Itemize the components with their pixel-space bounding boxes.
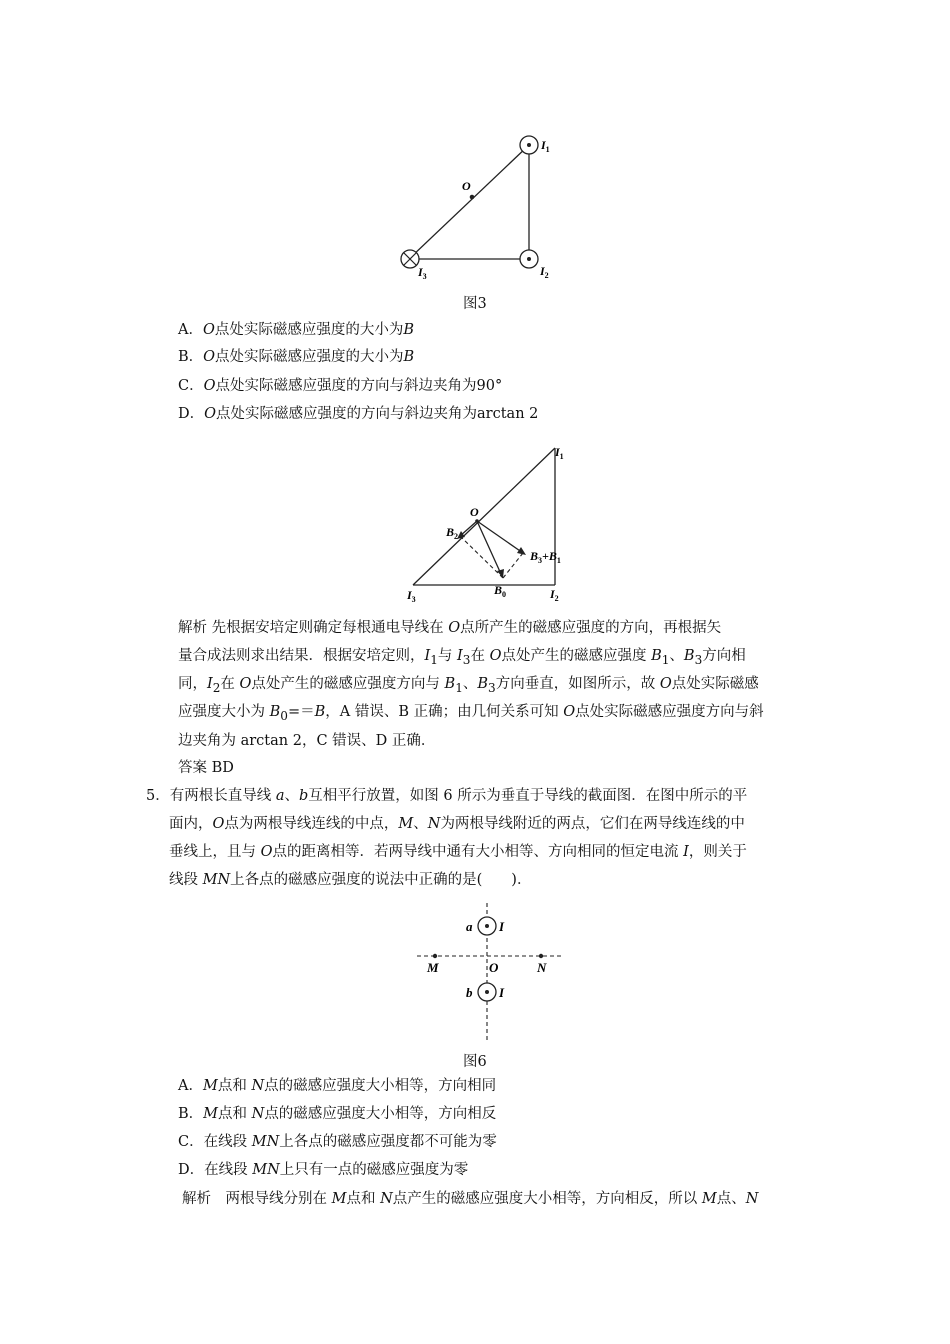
svg-text:B2: $B_2$ xyxy=(446,525,459,541)
q5-option-d: D．在线段 MN上只有一点的磁感应强度为零 xyxy=(178,1162,469,1178)
svg-text:I1: $I_1$ xyxy=(541,138,550,154)
svg-text:I1: $I_1$ xyxy=(555,445,564,461)
q4-option-a: A．O点处实际磁感应强度的大小为B xyxy=(178,322,415,338)
svg-text:I2: $I_2$ xyxy=(540,264,549,280)
q4-option-b: B．O点处实际磁感应强度的大小为B xyxy=(178,349,415,365)
label-i-a: I xyxy=(499,919,505,934)
figure-3-caption: 图3 xyxy=(463,296,487,312)
q5-option-b: B．M点和 N点的磁感应强度大小相等，方向相反 xyxy=(178,1106,497,1122)
q4-analysis-line-4: 应强度大小为 $B_0==B$，A 错误、B 正确；由几何关系可知 O点处实际磁感应强度方向与斜 xyxy=(178,704,764,723)
q5-stem-line-1: 5．有两根长直导线 a、b互相平行放置，如图 6 所示为垂直于导线的截面图．在图中所示的平 xyxy=(146,788,748,804)
svg-text:I3: $I_3$ xyxy=(407,588,416,604)
point-n xyxy=(539,954,543,958)
q5-option-c: C．在线段 MN上各点的磁感应强度都不可能为零 xyxy=(178,1134,497,1150)
label-o: O xyxy=(462,179,471,193)
q4-option-d: D．O点处实际磁感应强度的方向与斜边夹角为arctan 2 xyxy=(178,406,539,422)
label-i2: I xyxy=(540,264,545,278)
label-o: O xyxy=(470,505,479,519)
q5-stem-line-3: 垂线上，且与 O点的距离相等．若两导线中通有大小相等、方向相同的恒定电流 I，则关于 xyxy=(169,844,747,860)
label-i3: I xyxy=(407,588,412,602)
label-b2: B xyxy=(446,525,455,539)
figure-6-caption: 图6 xyxy=(463,1054,487,1070)
q4-analysis-line-2: 量合成法则求出结果．根据安培定则，$I_1$与 $I_3$在 O点处产生的磁感应强度 $B_1$、$B_3$方向相 xyxy=(178,648,746,667)
label-i1: I xyxy=(541,138,546,152)
svg-text:I2: $I_2$ xyxy=(550,587,559,603)
wire-b-current-out-icon xyxy=(478,983,496,1001)
q4-option-c: C．O点处实际磁感应强度的方向与斜边夹角为90° xyxy=(178,378,503,394)
q5-option-a: A．M点和 N点的磁感应强度大小相等，方向相同 xyxy=(178,1078,497,1094)
label-i1: I xyxy=(555,445,560,459)
q4-analysis-line-1: 解析 先根据安培定则确定每根通电导线在 O点所产生的磁感应强度的方向，再根据矢 xyxy=(178,620,722,636)
label-o: O xyxy=(489,960,499,975)
svg-text:B3+B1: $B_3+B_1$ xyxy=(530,549,561,565)
svg-text:I3: $I_3$ xyxy=(418,265,427,281)
label-a: a xyxy=(466,919,473,934)
q4-analysis-line-5: 边夹角为 arctan 2，C 错误、D 正确． xyxy=(178,733,436,749)
label-i3: I xyxy=(418,265,423,279)
label-b3-plus-b1: B xyxy=(530,549,539,563)
point-m xyxy=(433,954,437,958)
label-i2: I xyxy=(550,587,555,601)
q5-stem-line-2: 面内，O点为两根导线连线的中点，M、N为两根导线附近的两点，它们在两导线连线的中 xyxy=(169,816,745,832)
q5-analysis-line-1: 解析 两根导线分别在 M点和 N点产生的磁感应强度大小相等，方向相反，所以 M点、N xyxy=(182,1191,759,1207)
wire-a-current-out-icon xyxy=(478,917,496,935)
q4-analysis-line-3: 同，$I_2$在 O点处产生的磁感应强度方向与 $B_1$、$B_3$方向垂直，如图所示，故 O点处实际磁感 xyxy=(178,676,759,695)
q4-answer: 答案 BD xyxy=(178,760,234,776)
label-i-b: I xyxy=(499,985,505,1000)
label-m: M xyxy=(427,960,439,975)
label-n: N xyxy=(537,960,547,975)
label-b: b xyxy=(466,985,473,1000)
label-b0: B xyxy=(494,583,503,597)
svg-text:B0: $B_0$ xyxy=(494,583,507,599)
q5-stem-line-4: 线段 MN上各点的磁感应强度的说法中正确的是( )． xyxy=(169,872,532,888)
